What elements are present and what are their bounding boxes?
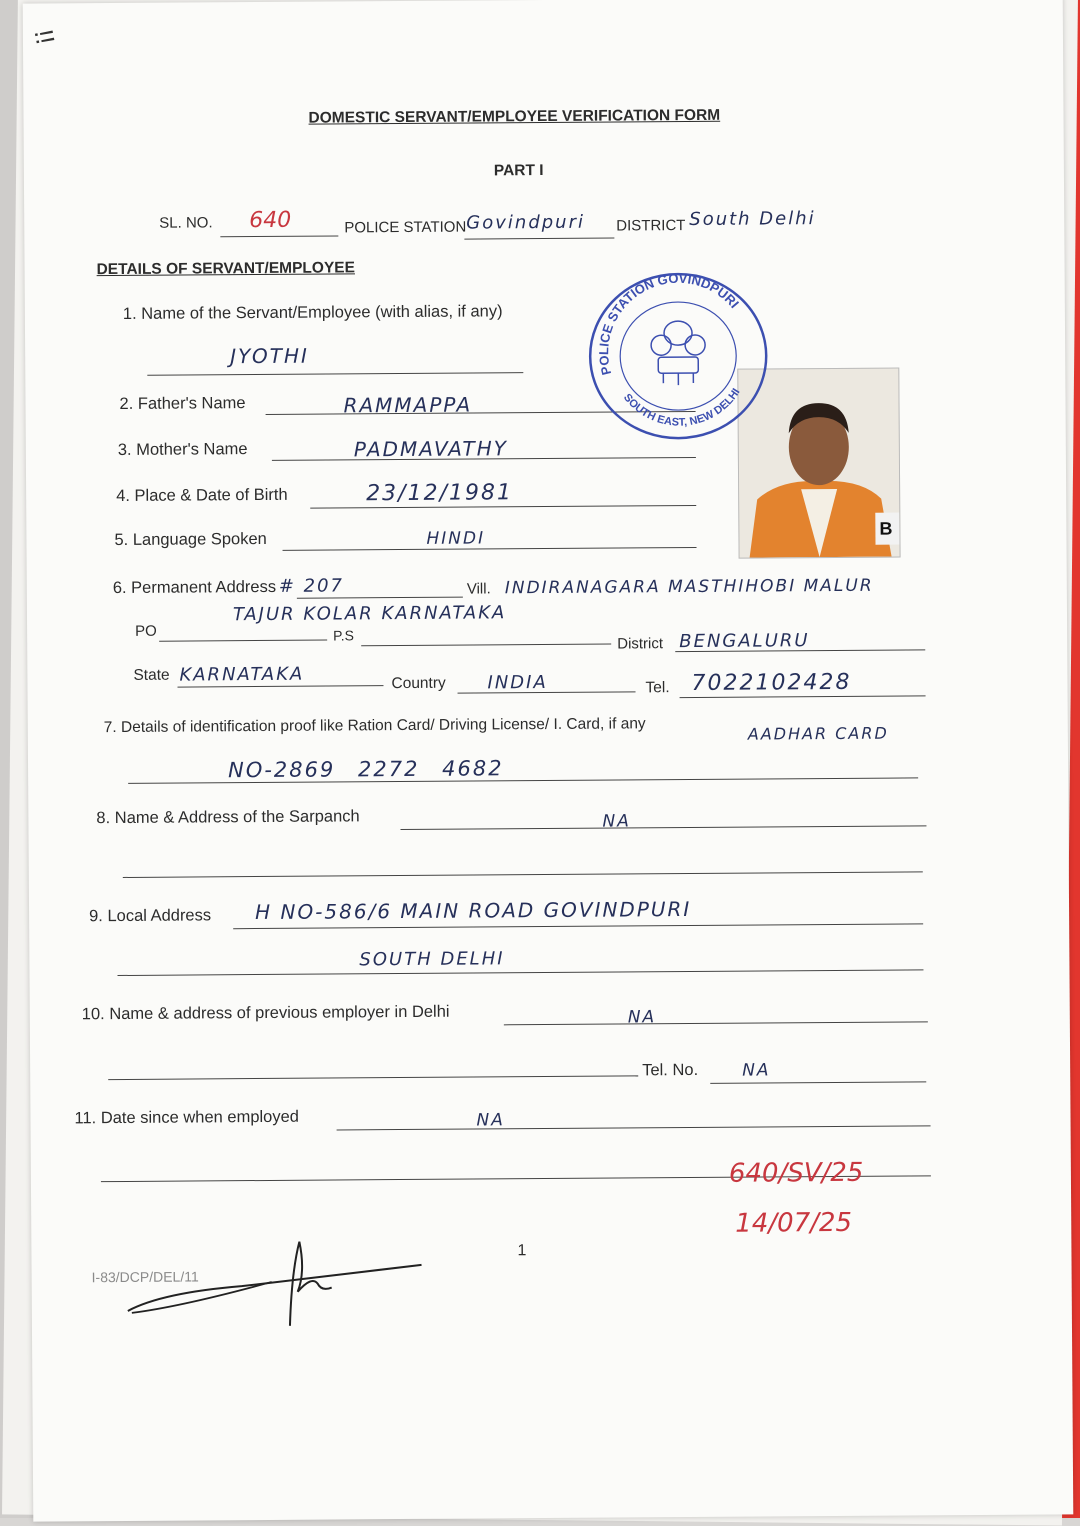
ps-label: P.S <box>333 627 354 644</box>
employed-since-value: NA <box>476 1110 505 1131</box>
svg-text:SOUTH EAST, NEW DELHI <box>621 386 743 429</box>
previous-employer-tel-line <box>710 1081 926 1084</box>
previous-employer-tel-label: Tel. No. <box>642 1060 699 1080</box>
section-heading: DETAILS OF SERVANT/EMPLOYEE <box>96 259 356 279</box>
sarpanch-line-2 <box>123 871 923 878</box>
signature <box>121 1231 442 1333</box>
state-line <box>177 685 383 687</box>
po-label: PO <box>135 622 157 640</box>
name-value: JYOTHI <box>230 343 309 369</box>
sarpanch-line <box>400 825 926 830</box>
id-proof-label: 7. Details of identification proof like Ration Card/ Driving License/ I. Card, if any <box>103 715 646 737</box>
police-stamp <box>583 260 774 451</box>
language-value: HINDI <box>426 528 486 549</box>
previous-employer-line <box>504 1021 928 1025</box>
country-value: INDIA <box>487 672 548 694</box>
form-title: DOMESTIC SERVANT/EMPLOYEE VERIFICATION FORM <box>308 106 721 127</box>
address-line2-value: TAJUR KOLAR KARNATAKA <box>232 602 507 626</box>
stamp-top-text: POLICE STATION GOVINDPURI <box>596 270 742 377</box>
vill-value: INDIRANAGARA MASTHIHOBI MALUR <box>504 575 874 599</box>
previous-employer-label: 10. Name & address of previous employer in Delhi <box>81 1002 450 1024</box>
address-house-value: # 207 <box>278 575 345 597</box>
birth-label: 4. Place & Date of Birth <box>116 485 288 506</box>
police-station-value: Govindpuri <box>466 211 586 234</box>
id-proof-number: NO-2869 2272 4682 <box>227 756 504 783</box>
district-value: South Delhi <box>689 208 816 231</box>
sl-no-label: SL. NO. <box>159 214 213 232</box>
address-district-value: BENGALURU <box>679 630 810 653</box>
name-label: 1. Name of the Servant/Employee (with alias, if any) <box>122 302 503 323</box>
birth-value: 23/12/1981 <box>366 480 514 507</box>
previous-employer-line-2 <box>108 1075 638 1080</box>
father-label: 2. Father's Name <box>119 394 246 413</box>
previous-employer-tel-value: NA <box>742 1060 771 1081</box>
sarpanch-value: NA <box>602 811 631 832</box>
stamp-bottom-text: SOUTH EAST, NEW DELHI <box>620 386 743 429</box>
employed-since-label: 11. Date since when employed <box>74 1107 299 1128</box>
mother-value: PADMAVATHY <box>353 436 509 462</box>
district-label: DISTRICT <box>616 217 686 235</box>
address-label: 6. Permanent Address <box>112 577 277 598</box>
sl-no-line <box>220 235 338 237</box>
form-sheet <box>23 0 1074 1522</box>
police-station-label: POLICE STATION <box>344 218 467 237</box>
father-value: RAMMAPPA <box>343 392 473 418</box>
form-code: I-83/DCP/DEL/11 <box>91 1268 199 1286</box>
employed-since-line <box>337 1125 931 1130</box>
emblem-icon <box>651 321 705 385</box>
name-line <box>147 372 523 376</box>
tel-value: 7022102428 <box>691 669 852 696</box>
police-station-line <box>464 238 614 240</box>
page-number: 1 <box>517 1242 527 1260</box>
local-address-line-2 <box>117 969 923 976</box>
id-proof-value: AADHAR CARD <box>747 723 889 744</box>
district-field-label: District <box>617 635 664 653</box>
local-address-line <box>233 923 923 929</box>
language-label: 5. Language Spoken <box>114 529 267 550</box>
previous-employer-value: NA <box>627 1007 657 1028</box>
vill-label: Vill. <box>466 580 491 598</box>
po-line <box>159 640 327 642</box>
language-line <box>283 547 697 551</box>
ps-line <box>361 644 611 647</box>
margin-mark: !! <box>28 27 61 47</box>
state-value: KARNATAKA <box>179 663 305 686</box>
part-label: PART I <box>493 162 544 180</box>
red-note-line1: 640/SV/25 <box>728 1157 864 1189</box>
local-address-line2: SOUTH DELHI <box>359 948 505 971</box>
red-note-line2: 14/07/25 <box>735 1207 853 1239</box>
address-house-line <box>297 597 463 599</box>
country-label: Country <box>391 674 446 693</box>
tel-label: Tel. <box>645 679 670 697</box>
svg-text:B: B <box>879 518 893 539</box>
mother-label: 3. Mother's Name <box>117 440 248 459</box>
country-line <box>458 691 636 693</box>
local-address-label: 9. Local Address <box>89 906 212 926</box>
state-label: State <box>133 666 170 684</box>
sarpanch-label: 8. Name & Address of the Sarpanch <box>96 807 360 828</box>
local-address-value: H NO-586/6 MAIN ROAD GOVINDPURI <box>254 897 692 925</box>
sl-no-value: 640 <box>249 207 292 234</box>
